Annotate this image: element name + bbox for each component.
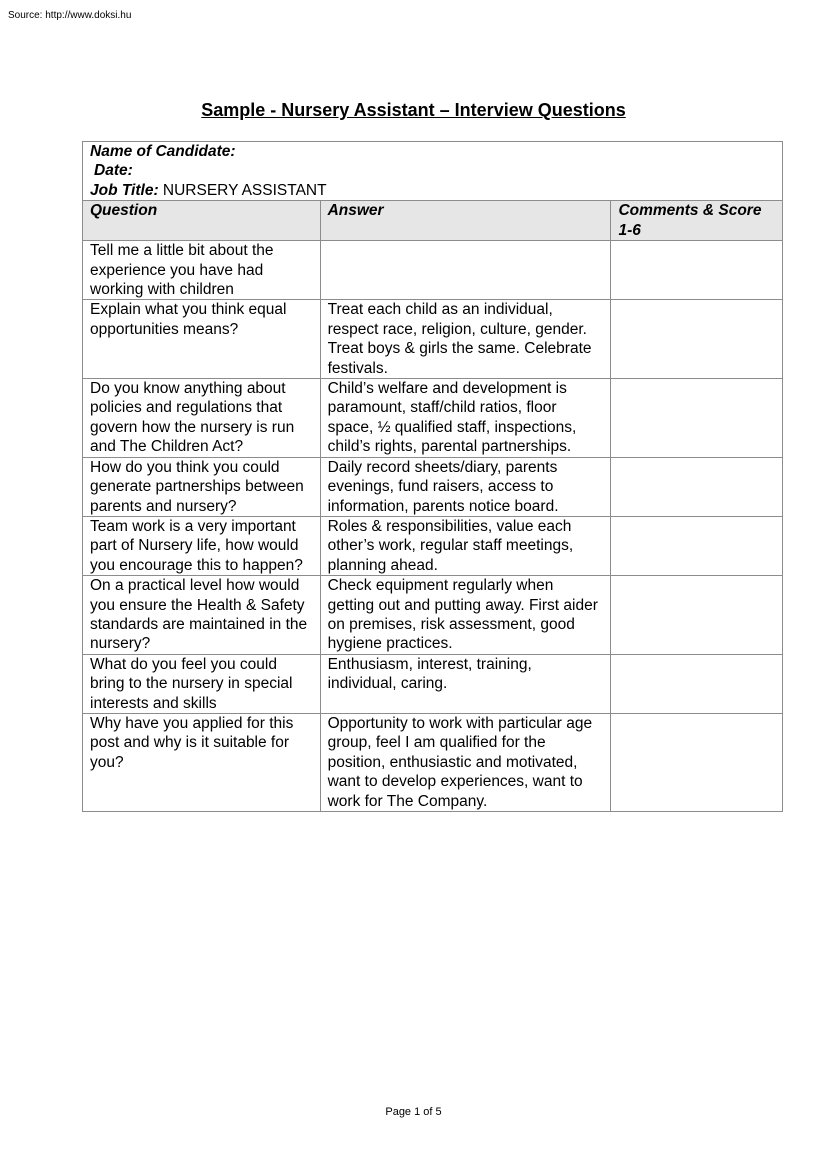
comments-cell — [611, 516, 783, 575]
page-number: Page 1 of 5 — [385, 1106, 442, 1118]
job-title-label: Job Title: — [90, 181, 159, 199]
answer-cell: Check equipment regularly when getting out and putting away. First aider on premises, risk assessment, good hygiene practices. — [320, 576, 611, 655]
question-cell: Do you know anything about policies and regulations that govern how the nursery is run and The Children Act? — [83, 379, 321, 458]
answer-cell: Daily record sheets/diary, parents evenings, fund raisers, access to information, parents notice board. — [320, 457, 611, 516]
table-row — [83, 457, 783, 516]
table-row — [83, 379, 783, 458]
answer-cell: Child’s welfare and development is paramount, staff/child ratios, floor space, ½ qualified staff, inspections, child’s rights, parental partnerships. — [320, 379, 611, 458]
answer-cell: Treat each child as an individual, respect race, religion, culture, gender. Treat boys & girls the same. Celebrate festivals. — [320, 300, 611, 379]
candidate-info-cell — [83, 142, 783, 201]
table-row — [83, 654, 783, 713]
question-cell: Why have you applied for this post and why is it suitable for you? — [83, 713, 321, 811]
answer-cell — [320, 241, 611, 300]
table-row — [83, 576, 783, 655]
comments-cell — [611, 379, 783, 458]
header-question: Question — [83, 201, 321, 241]
question-cell: On a practical level how would you ensure the Health & Safety standards are maintained in the nursery? — [83, 576, 321, 655]
answer-cell: Enthusiasm, interest, training, individual, caring. — [320, 654, 611, 713]
header-answer: Answer — [320, 201, 611, 241]
candidate-name-label: Name of Candidate: — [90, 143, 236, 160]
table-row — [83, 713, 783, 811]
answer-cell: Opportunity to work with particular age group, feel I am qualified for the position, enthusiastic and motivated, want to develop experiences, want to work for The Company. — [320, 713, 611, 811]
comments-cell — [611, 241, 783, 300]
table-row — [83, 241, 783, 300]
question-cell: Tell me a little bit about the experience you have had working with children — [83, 241, 321, 300]
job-title-line — [90, 181, 775, 200]
comments-cell — [611, 300, 783, 379]
question-cell: How do you think you could generate partnerships between parents and nursery? — [83, 457, 321, 516]
comments-cell — [611, 576, 783, 655]
source-url: Source: http://www.doksi.hu — [8, 10, 132, 21]
question-cell: Team work is a very important part of Nursery life, how would you encourage this to happen? — [83, 516, 321, 575]
interview-questions-table — [82, 141, 783, 812]
table-header-row — [83, 201, 783, 241]
question-cell: What do you feel you could bring to the nursery in special interests and skills — [83, 654, 321, 713]
comments-cell — [611, 654, 783, 713]
candidate-name-line — [90, 142, 775, 161]
comments-cell — [611, 713, 783, 811]
date-line — [90, 161, 775, 180]
date-label: Date: — [94, 162, 133, 180]
candidate-info-row — [83, 142, 783, 201]
table-row — [83, 516, 783, 575]
table-row — [83, 300, 783, 379]
comments-cell — [611, 457, 783, 516]
question-cell: Explain what you think equal opportunities means? — [83, 300, 321, 379]
answer-cell: Roles & responsibilities, value each other’s work, regular staff meetings, planning ahead. — [320, 516, 611, 575]
header-comments-score: Comments & Score 1-6 — [611, 201, 783, 241]
job-title-value: NURSERY ASSISTANT — [158, 181, 327, 199]
document-title: Sample - Nursery Assistant – Interview Questions — [201, 100, 626, 120]
